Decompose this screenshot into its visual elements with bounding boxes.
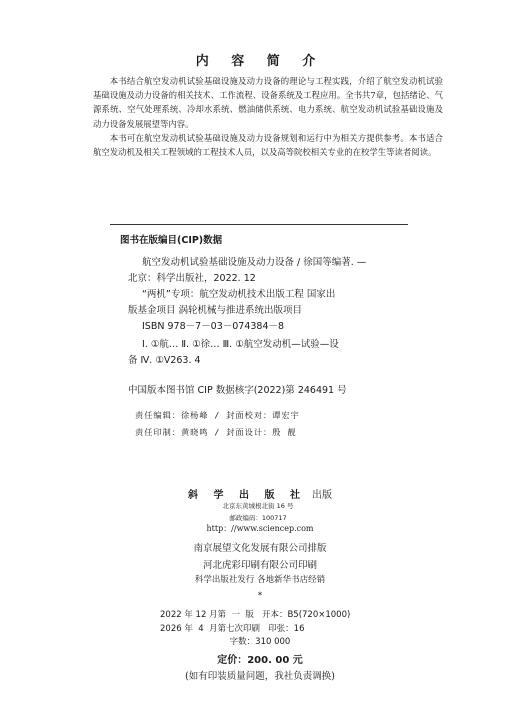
credits-line-2: 责任印制：黄晓鸣 / 封面设计：殷 靓 xyxy=(135,427,297,437)
distribution: 科学出版社发行 各地新华书店经销 xyxy=(194,575,326,585)
publisher-line xyxy=(0,486,520,501)
price: 定价：200. 00 元 xyxy=(217,655,303,666)
publisher-website: http：//www.sciencep.com xyxy=(206,524,314,533)
cip-heading: 图书在版编目(CIP)数据 xyxy=(120,235,223,246)
cip-isbn: ISBN 978－7－03－074384－8 xyxy=(142,321,285,332)
cip-record-number: 中国版本图书馆 CIP 数据核字(2022)第 246491 号 xyxy=(128,385,347,396)
cip-line-1: 航空发动机试验基础设施及动力设备 / 徐国等编著. — xyxy=(142,257,367,268)
intro-text-1: 本书结合航空发动机试验基础设施及动力设备的理论与工程实践，介绍了航空发动机试验基础设施及动力设备的相关技术、工作流程、设备系统及工程应用。全书共7章，包括绪论、气源系统、空气处理系统、冷却水系统、燃油储供系统、电力系统、航空发动机试验基础设施及动力设备发展展望等内容。 xyxy=(93,76,443,129)
publisher-address: 北京东黄城根北街 16 号 xyxy=(222,502,294,510)
page-title: 内 容 简 介 xyxy=(195,54,325,69)
cip-classification xyxy=(128,337,418,369)
intro-paragraph-1 xyxy=(93,74,443,131)
intro-text-2: 本书可在航空发动机试验基础设施及动力设备规划和运行中为相关方提供参考。本书适合航空发动机及相关工程领域的工程技术人员，以及高等院校相关专业的在校学生等读者阅读。 xyxy=(93,133,443,158)
publisher-suffix: 出版 xyxy=(311,490,332,501)
cip-line-2: 北京：科学出版社，2022. 12 xyxy=(128,273,256,284)
publisher-postcode: 邮政编码：100717 xyxy=(229,514,287,522)
cip-line-3: “两机”专项：航空发动机技术出版工程 国家出 xyxy=(142,289,336,300)
edition-line-1: 2022 年 12 月第 一 版 开本：B5(720×1000) xyxy=(160,610,351,620)
cip-classification-2: 备 Ⅳ. ①V263. 4 xyxy=(128,355,201,366)
word-count: 字数：310 000 xyxy=(229,637,291,647)
separator-star: * xyxy=(257,591,263,601)
credits-line-1: 责任编辑：徐杨峰 / 封面校对：谭宏宇 xyxy=(135,410,300,420)
intro-paragraph-2 xyxy=(93,131,443,159)
publisher-name: 斜 学 出 版 社 xyxy=(188,490,306,501)
cip-line-4: 版基金项目 涡轮机械与推进系统出版项目 xyxy=(128,305,303,316)
printer: 河北虎彩印刷有限公司印刷 xyxy=(202,560,317,571)
cip-classification-1: Ⅰ. ①航… Ⅱ. ①徐… Ⅲ. ①航空发动机—试验—设 xyxy=(142,339,339,350)
edition-line-2: 2026 年 4 月第七次印刷 印张：16 xyxy=(160,624,305,634)
cip-record xyxy=(128,255,418,335)
quality-note: (如有印装质量问题，我社负责调换) xyxy=(185,671,335,682)
typesetter: 南京展望文化发展有限公司排版 xyxy=(193,543,327,554)
section-divider xyxy=(110,224,408,225)
